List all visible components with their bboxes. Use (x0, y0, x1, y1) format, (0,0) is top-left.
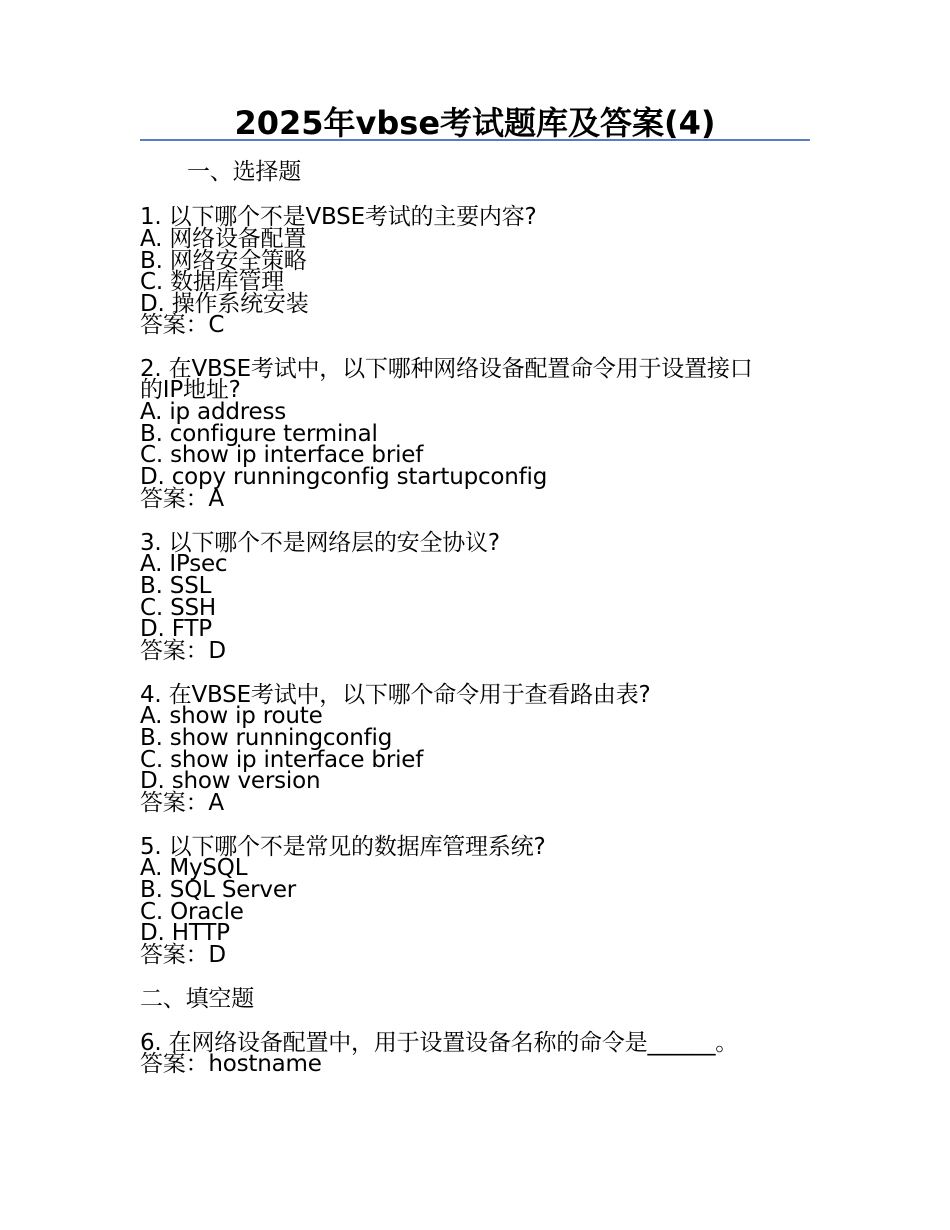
option-b: B. 网络安全策略 (140, 248, 307, 274)
title-underline (140, 139, 810, 141)
question-text: 2. 在VBSE考试中，以下哪种网络设备配置命令用于设置接口 (140, 356, 753, 382)
option-d: D. FTP (140, 616, 212, 642)
option-c: C. SSH (140, 595, 216, 621)
option-c: C. show ip interface brief (140, 747, 424, 773)
option-a: A. ip address (140, 399, 287, 425)
option-a: A. show ip route (140, 703, 323, 729)
question-text-continued: 的IP地址? (140, 377, 241, 403)
option-d: D. copy runningconfig startupconfig (140, 464, 548, 490)
option-b: B. configure terminal (140, 421, 378, 447)
option-c: C. 数据库管理 (140, 269, 285, 295)
answer-text: 答案：C (140, 312, 225, 338)
answer-text: 答案：A (140, 486, 224, 512)
question-text: 1. 以下哪个不是VBSE考试的主要内容? (140, 204, 537, 230)
option-a: A. 网络设备配置 (140, 226, 307, 252)
question-text: 6. 在网络设备配置中，用于设置设备名称的命令是______。 (140, 1030, 739, 1056)
option-d: D. show version (140, 768, 321, 794)
answer-text: 答案：hostname (140, 1051, 322, 1077)
answer-text: 答案：A (140, 790, 224, 816)
option-b: B. show runningconfig (140, 725, 393, 751)
option-b: B. SQL Server (140, 877, 297, 903)
document-title: 2025年vbse考试题库及答案(4) (234, 104, 716, 142)
option-a: A. IPsec (140, 551, 228, 577)
option-c: C. Oracle (140, 899, 244, 925)
answer-text: 答案：D (140, 638, 226, 664)
question-text: 3. 以下哪个不是网络层的安全协议? (140, 530, 500, 556)
option-d: D. HTTP (140, 920, 230, 946)
option-a: A. MySQL (140, 855, 248, 881)
option-b: B. SSL (140, 573, 212, 599)
question-text: 5. 以下哪个不是常见的数据库管理系统? (140, 834, 546, 860)
section-heading-choice: 一、选择题 (187, 159, 302, 185)
answer-text: 答案：D (140, 942, 226, 968)
option-c: C. show ip interface brief (140, 442, 424, 468)
question-text: 4. 在VBSE考试中，以下哪个命令用于查看路由表? (140, 682, 651, 708)
section-heading-fill-in: 二、填空题 (140, 986, 255, 1012)
option-d: D. 操作系统安装 (140, 291, 309, 317)
